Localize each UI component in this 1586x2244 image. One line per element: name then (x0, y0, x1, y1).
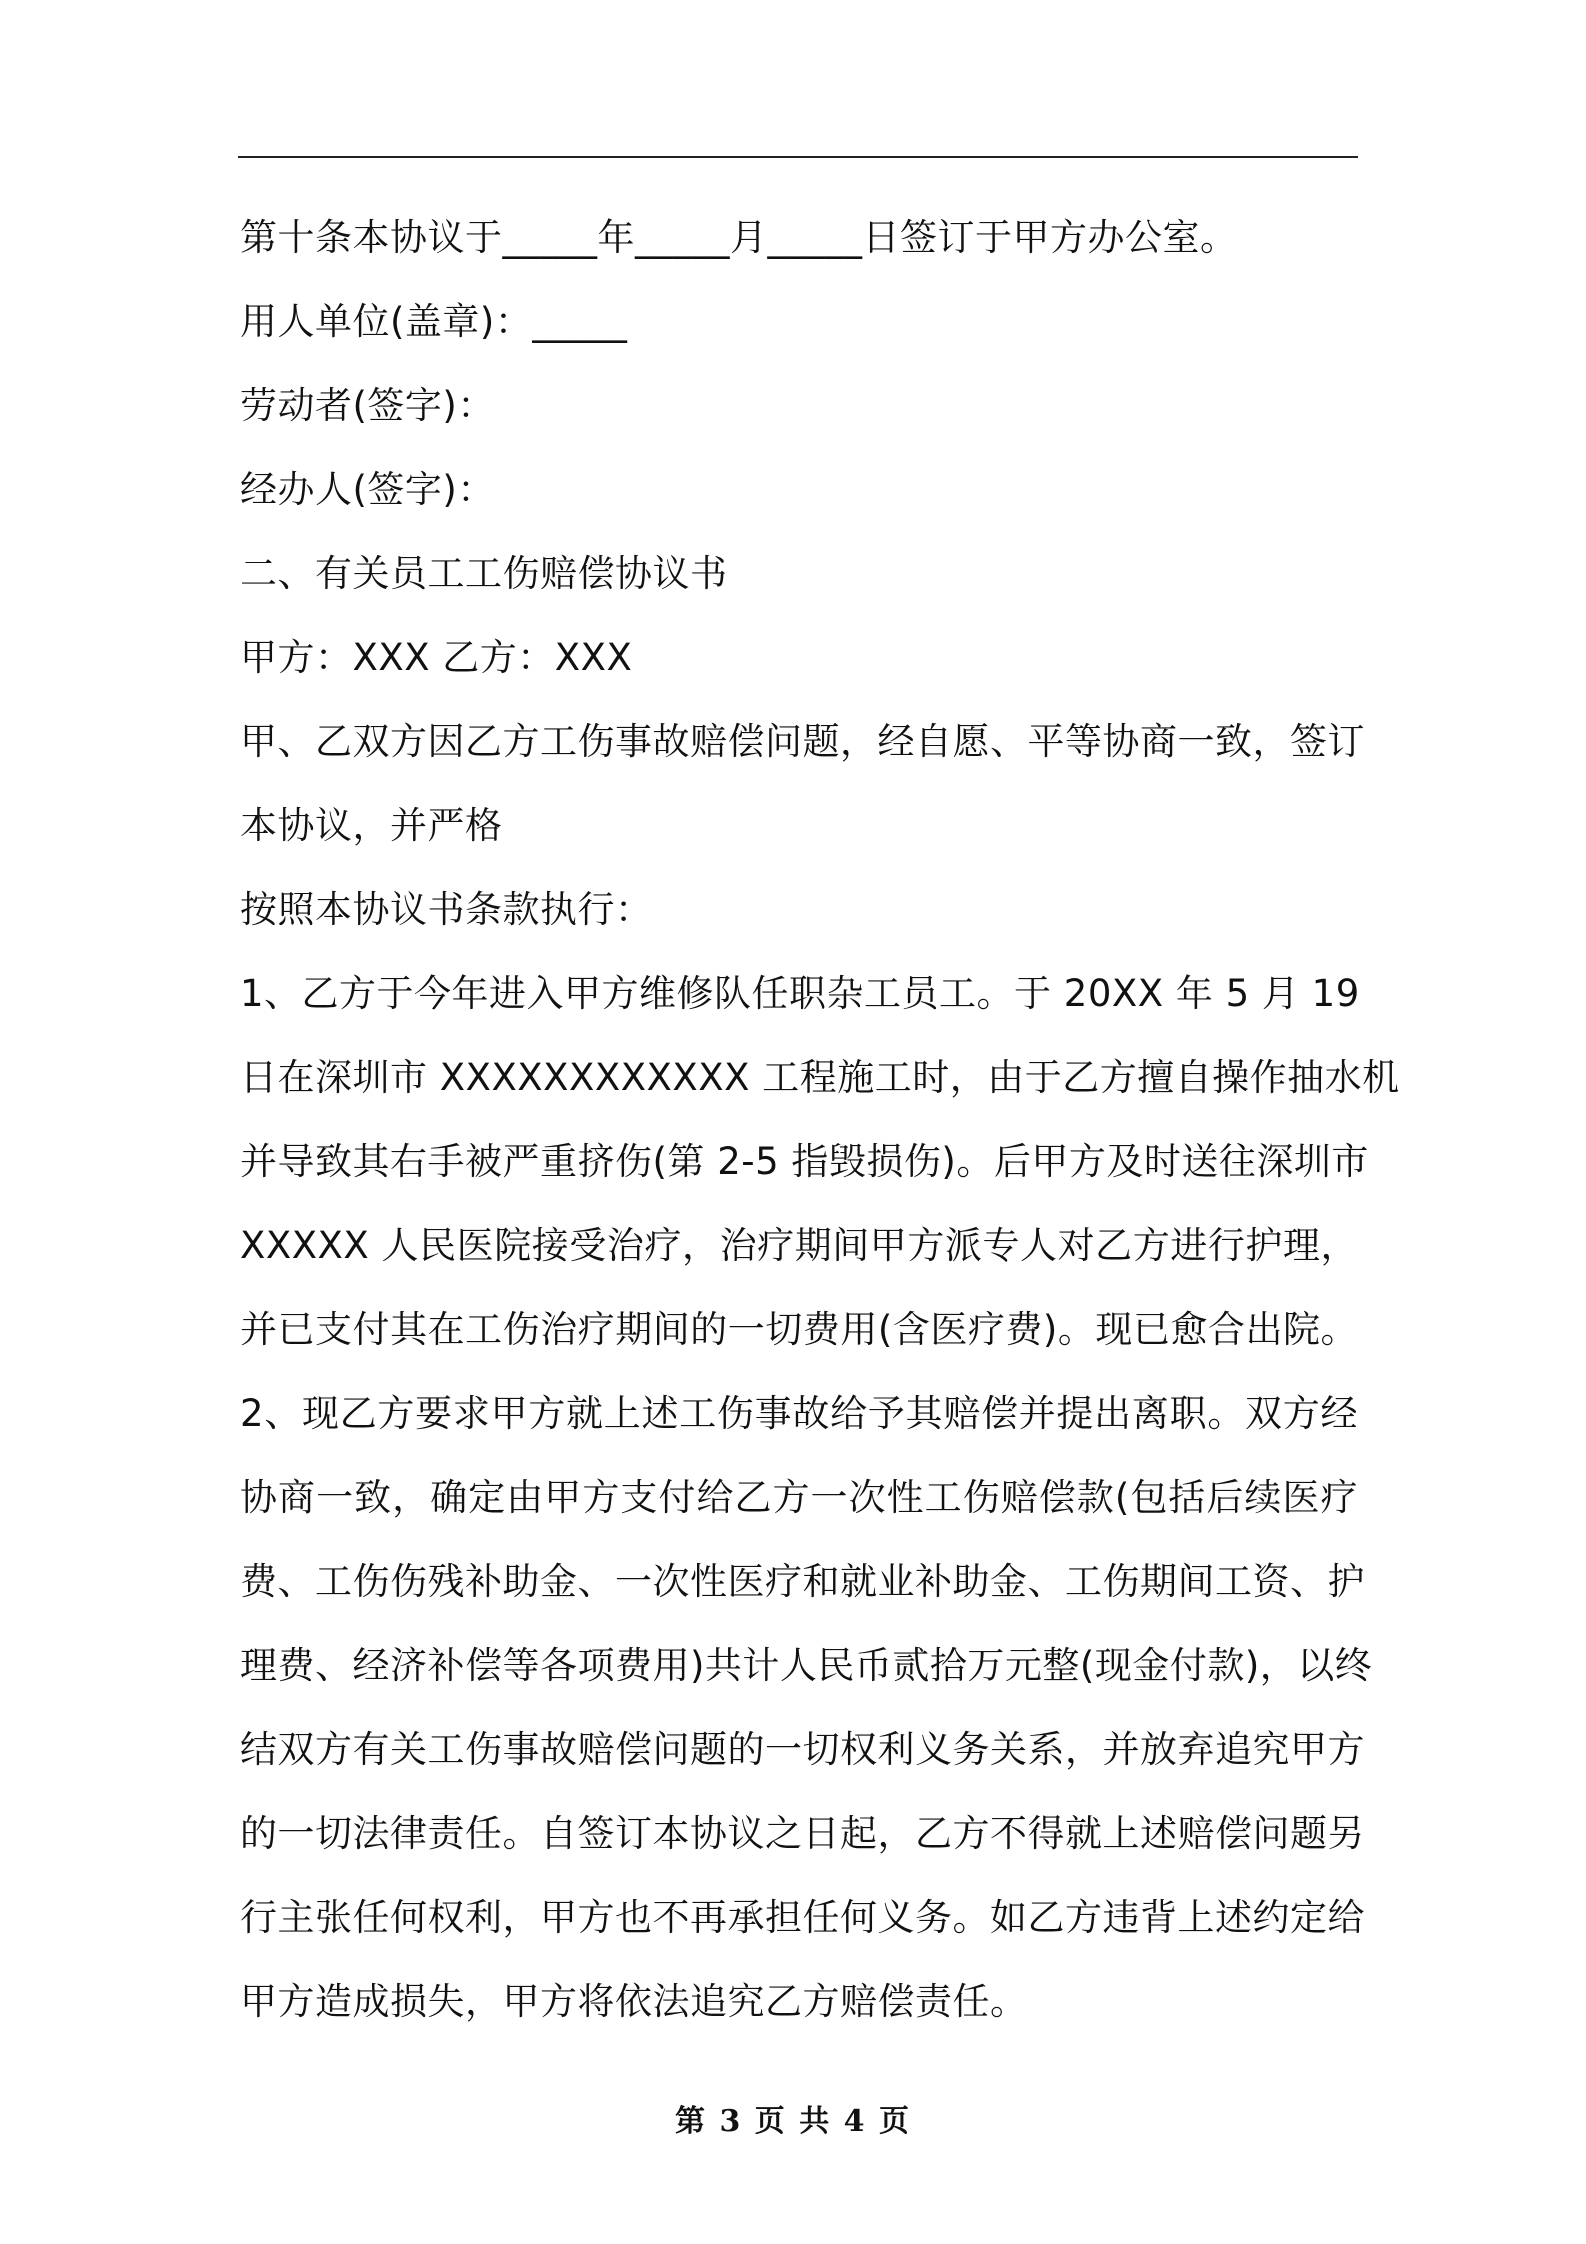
text-line: 2、现乙方要求甲方就上述工伤事故给予其赔偿并提出离职。双方经 (240, 1392, 1358, 1435)
text-line: 1、乙方于今年进入甲方维修队任职杂工员工。于 20XX 年 5 月 19 (240, 972, 1360, 1015)
text-line: 第十条本协议于_____年_____月_____日签订于甲方办公室。 (240, 216, 1238, 259)
text-line: 本协议，并严格 (240, 804, 503, 847)
text-line: 甲方造成损失，甲方将依法追究乙方赔偿责任。 (240, 1980, 1028, 2023)
text-line: 行主张任何权利，甲方也不再承担任何义务。如乙方违背上述约定给 (240, 1896, 1365, 1939)
text-line: XXXXX 人民医院接受治疗，治疗期间甲方派专人对乙方进行护理， (240, 1224, 1358, 1267)
section-heading: 二、有关员工工伤赔偿协议书 (240, 552, 728, 595)
text-line: 并已支付其在工伤治疗期间的一切费用(含医疗费)。现已愈合出院。 (240, 1308, 1358, 1351)
text-line: 结双方有关工伤事故赔偿问题的一切权利义务关系，并放弃追究甲方 (240, 1728, 1365, 1771)
text-line: 协商一致，确定由甲方支付给乙方一次性工伤赔偿款(包括后续医疗 (240, 1476, 1358, 1519)
text-line: 理费、经济补偿等各项费用)共计人民币贰拾万元整(现金付款)，以终 (240, 1644, 1373, 1687)
page-number: 第 3 页 共 4 页 (675, 2104, 911, 2139)
text-line: 劳动者(签字)： (240, 384, 495, 427)
text-line: 甲方：XXX 乙方：XXX (240, 636, 633, 679)
text-line: 并导致其右手被严重挤伤(第 2-5 指毁损伤)。后甲方及时送往深圳市 (240, 1140, 1369, 1183)
text-line: 日在深圳市 XXXXXXXXXXXX 工程施工时，由于乙方擅自操作抽水机 (240, 1056, 1400, 1099)
text-line: 按照本协议书条款执行： (240, 888, 653, 931)
text-line: 的一切法律责任。自签订本协议之日起，乙方不得就上述赔偿问题另 (240, 1812, 1365, 1855)
text-line: 费、工伤伤残补助金、一次性医疗和就业补助金、工伤期间工资、护 (240, 1560, 1365, 1603)
text-line: 经办人(签字)： (240, 468, 495, 511)
text-line: 用人单位(盖章)：_____ (240, 300, 628, 343)
text-line: 甲、乙双方因乙方工伤事故赔偿问题，经自愿、平等协商一致，签订 (240, 720, 1365, 763)
document-body (240, 196, 1400, 2044)
header-rule (238, 156, 1358, 158)
